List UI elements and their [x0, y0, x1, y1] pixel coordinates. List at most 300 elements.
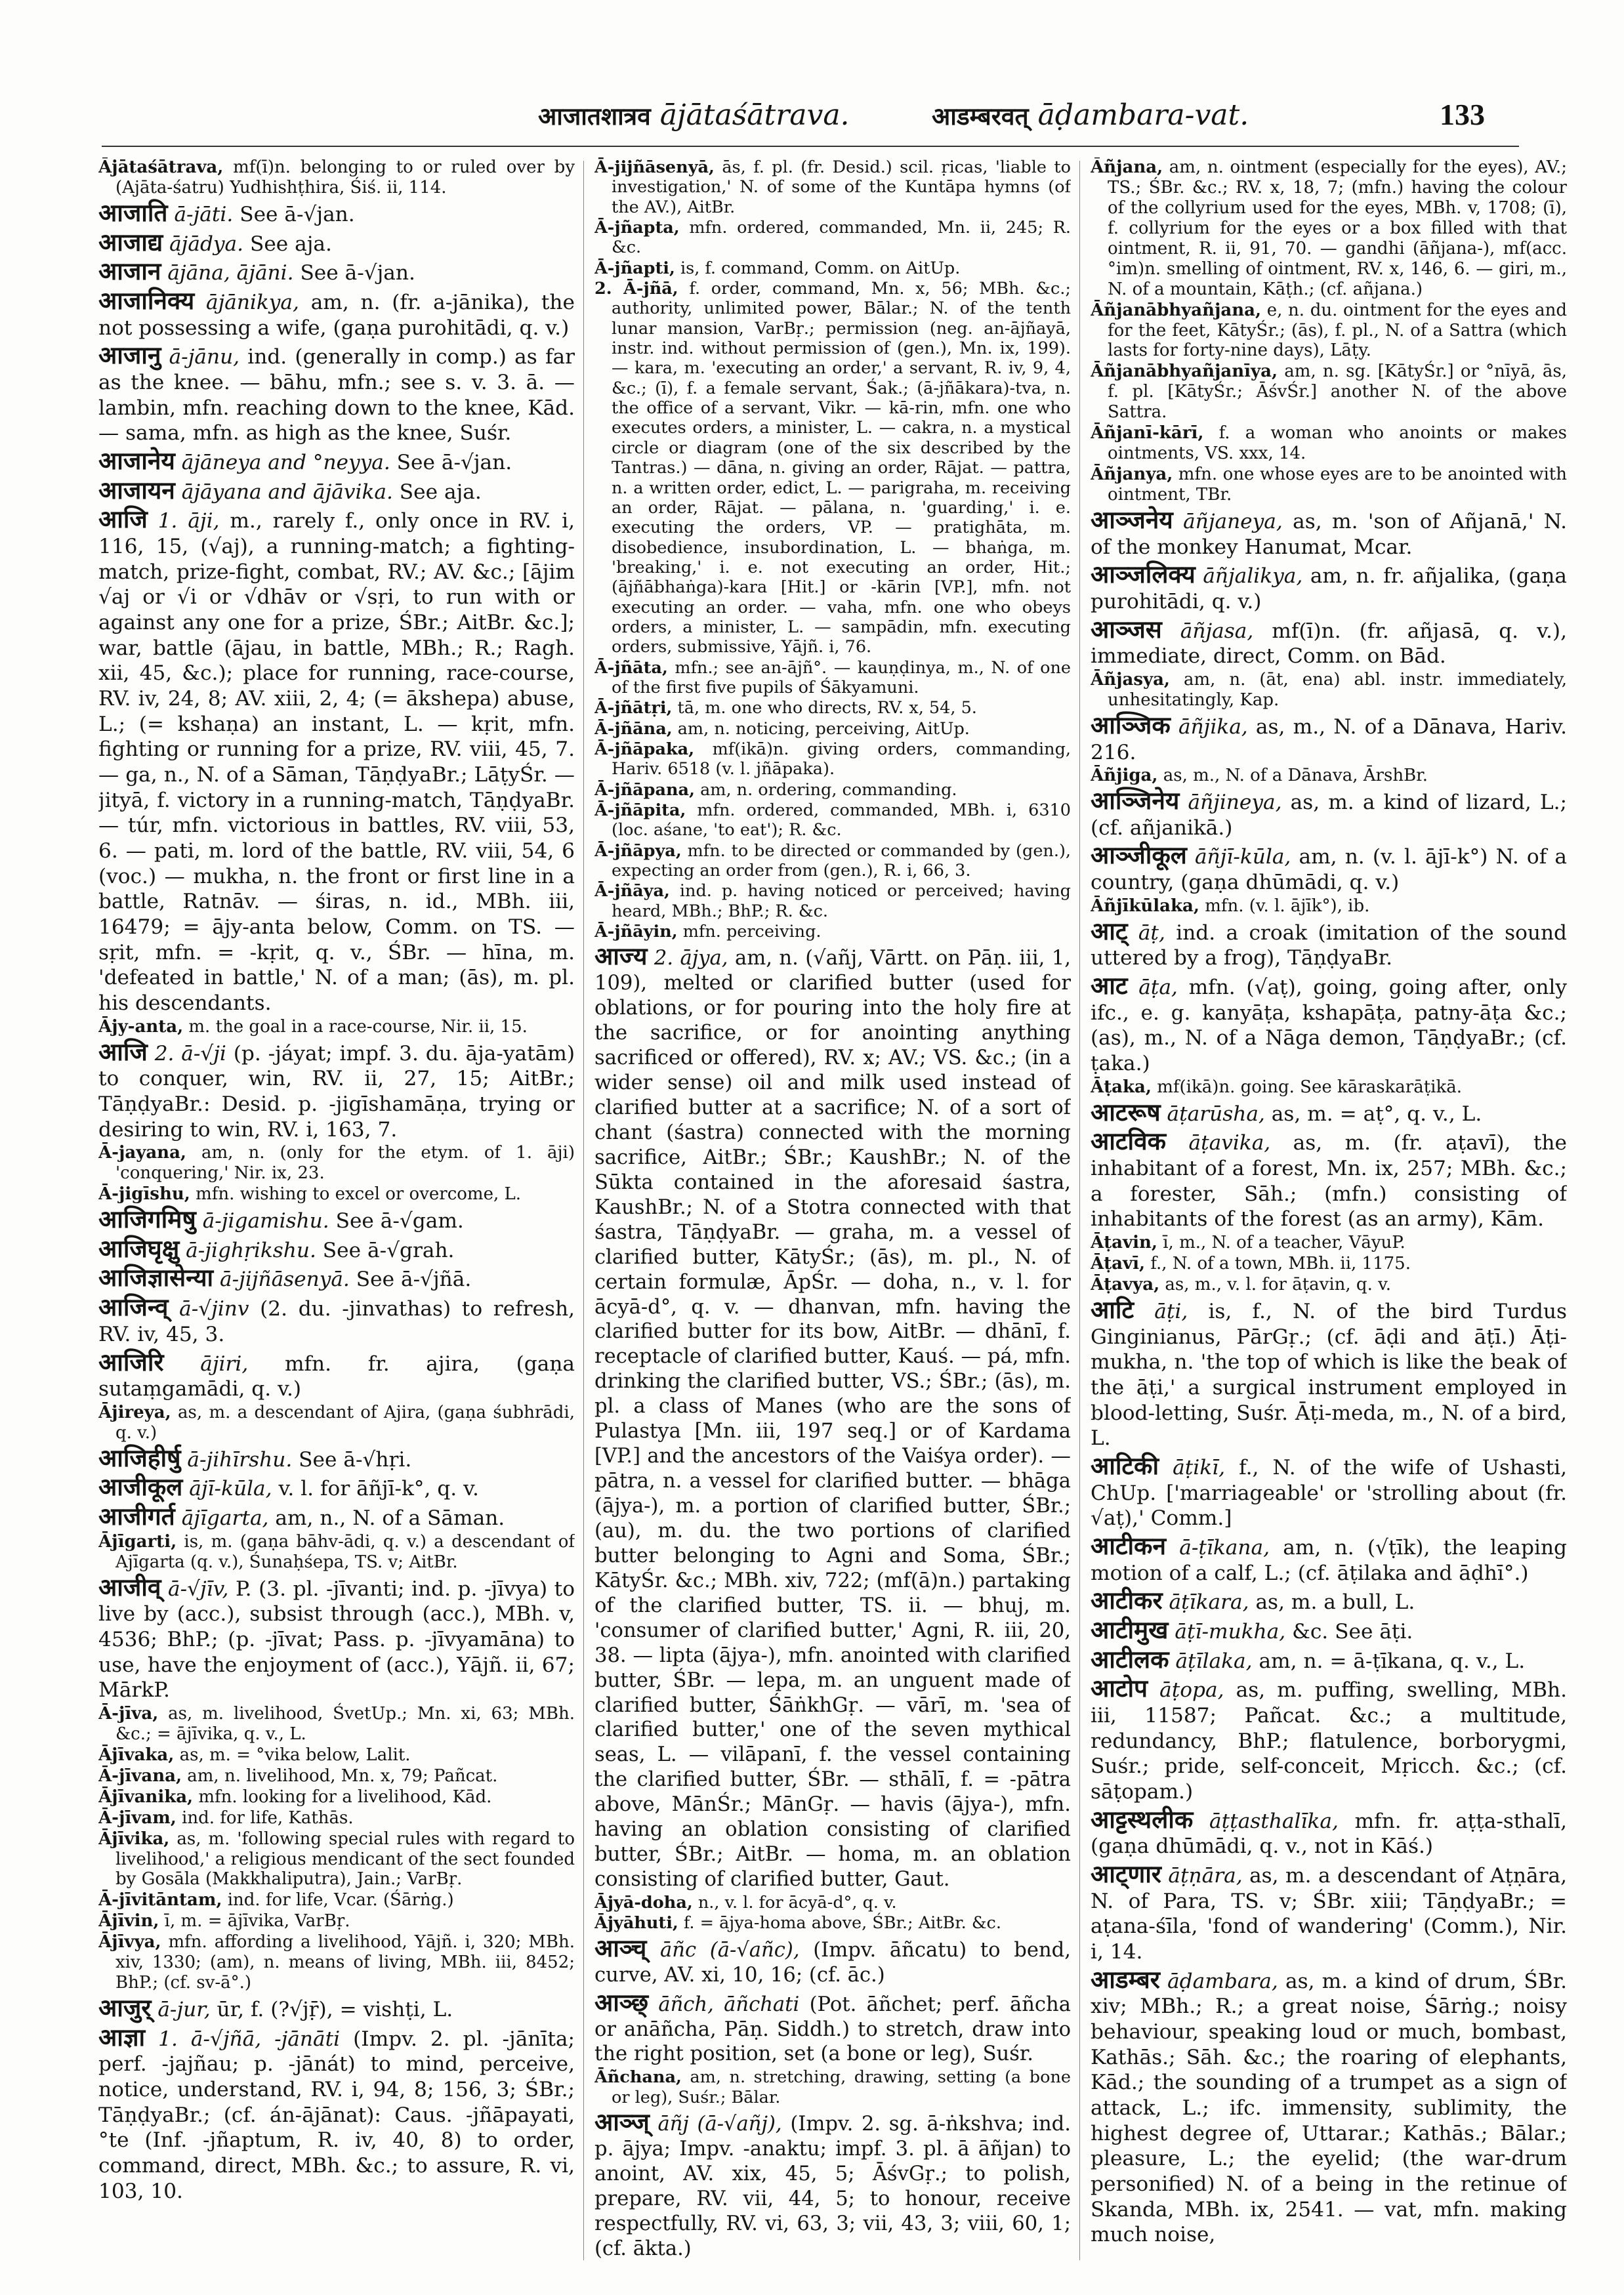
dictionary-entry — [1091, 1647, 1567, 1674]
dictionary-entry — [98, 1787, 575, 1808]
entry-headword: Ā-jñāya, — [594, 881, 670, 901]
dictionary-entry — [594, 1988, 1071, 2067]
entry-headword: Āñjiga, — [1091, 766, 1158, 786]
entry-definition: m. the goal in a race-course, Nir. ii, 15. — [188, 1016, 528, 1037]
entry-headword: āñjika, — [1178, 714, 1248, 739]
entry-devanagari: आजाद्य — [98, 228, 163, 257]
entry-definition: am, n. livelihood, Mn. x, 79; Pañcat. — [187, 1766, 498, 1786]
entry-devanagari: आट — [1091, 972, 1128, 1001]
dictionary-entry — [1091, 157, 1567, 300]
entry-definition: am, n. (√añj, Vārtt. on Pāṇ. iii, 1, 109), melted or clarified butter (used for oblations, or for pouring into the holy fire at the sacrifice, or for anointing anything sacrificed or offered), RV. x; AV.; VS. &c.; (in a wider sense) oil and milk used instead of clarified butter at a sacrifice; N. of a sort of chant (śastra) connected with the morning sacrifice, AitBr.; ŚBr.; KaushBr.; N. of the Sūkta contained in the aforesaid śastra, KaushBr.; N. of a Stotra connected with that śastra, TāṇḍyaBr. — graha, m. a vessel of clarified butter, KātyŚr.; (ās), m. pl., N. of certain formulæ, ĀpŚr. — doha, n., v. l. for ācyā-d°, q. v. — dhanvan, mfn. having the clarified butter for its bow, AitBr. — dhānī, f. receptacle of clarified butter, Kauś. — pá, mfn. drinking the clarified butter, VS.; ŚBr.; (ās), m. pl. a class of Manes (who are the sons of Pulastya [Mn. iii, 197 seq.] or of Kardama [VP.] and the ancestors of the Vaiśya order). — pātra, n. a vessel for clarified butter. — bhāga (ājya-), m. a portion of clarified butter, ŚBr.; (au), m. du. the two portions of clarified butter belonging to Agni and Soma, ŚBr.; KātyŚr. &c.; MBh. xiv, 722; (mf(ā)n.) partaking of the clarified butter, TS. ii. — bhuj, m. 'consumer of clarified butter,' Agni, R. iii, 20, 38. — lipta (ājya-), mfn. anointed with clarified butter, ŚBr. — lepa, m. an unguent made of clarified butter, ŚāṅkhGṛ. — vārī, m. 'sea of clarified butter,' one of the seven mythical seas, L. — vilāpanī, f. the vessel containing the clarified butter, ŚBr. — sthālī, f. = -pātra above, MānŚr.; MānGṛ. — havis (ājya-), mfn. having an oblation consisting of clarified butter, ŚBr.; AitBr. — homa, m. an oblation consisting of clarified butter, Gaut. — [594, 947, 1071, 1892]
entry-headword: Ājy-anta, — [98, 1016, 184, 1037]
entry-definition: mf(ikā)n. going. See kāraskarāṭikā. — [1157, 1077, 1463, 1097]
entry-headword: ā-jigamishu. — [202, 1209, 329, 1233]
entry-definition: (Impv. āñcatu) to bend, curve, AV. xi, 10, 16; (cf. āc.) — [594, 1938, 1071, 1987]
dictionary-entry — [1091, 1965, 1567, 2248]
entry-headword: Ā-jñapti, — [594, 258, 675, 278]
entry-devanagari: आटीमुख — [1091, 1615, 1169, 1644]
entry-devanagari: आटीलक — [1091, 1645, 1169, 1674]
entry-definition: (p. -jáyat; impf. 3. du. āja-yatām) to conquer, win, RV. ii, 27, 15; AitBr.; TāṇḍyaBr.: Desid. p. -jigīshamāṇa, trying or desiring to win, RV. i, 163, 7. — [98, 1041, 575, 1142]
header-left-devanagari: आजातशात्रव — [538, 102, 651, 131]
entry-devanagari: आजिघृक्षु — [98, 1234, 180, 1263]
entry-definition: mf(ī)n. belonging to or ruled over by (Ajāta-śatru) Yudhishṭhira, Śiś. ii, 114. — [115, 157, 575, 197]
entry-definition: (Pot. āñchet; perf. āñcha or anāñcha, Pāṇ. Siddh.) to stretch, draw into the right position, set (a bone or leg), Suśr. — [594, 1993, 1071, 2066]
entry-definition: See ā-√jan. — [300, 261, 415, 285]
dictionary-entry — [1091, 1451, 1567, 1531]
dictionary-entry — [98, 1704, 575, 1745]
dictionary-entry — [98, 2025, 575, 2204]
entry-definition: See ā-√jñā. — [356, 1268, 472, 1292]
dictionary-entry — [594, 157, 1071, 217]
entry-devanagari: आजिगमिषु — [98, 1205, 196, 1234]
entry-headword: Ājīvika, — [98, 1829, 170, 1849]
entry-definition: as, m. a descendant of Ajira, (gaṇa śubhrādi, q. v.) — [115, 1402, 575, 1443]
entry-definition: (2. du. -jinvathas) to refresh, RV. iv, 45, 3. — [98, 1297, 575, 1346]
entry-definition: (Impv. 2. pl. -jānīta; perf. -jajñau; p. -jānát) to mind, perceive, notice, understand, RV. i, 94, 8; 156, 3; ŚBr.; TāṇḍyaBr.; (cf. án-ājānat): Caus. -jñāpayati, °te (Inf. -jñaptum, R. iv, 40, 8) to order, command, direct, MBh. &c.; to assure, R. vi, 103, 10. — [98, 2027, 575, 2203]
entry-definition: am, n. sg. [KātyŚr.] or °nīyā, ās, f. pl. [KātyŚr.; ĀśvŚr.] another N. of the above Sattra. — [1108, 362, 1567, 423]
dictionary-entry — [594, 658, 1071, 698]
entry-headword: Āñjanābhyañjanīya, — [1091, 362, 1278, 382]
dictionary-entry — [98, 1475, 575, 1502]
entry-devanagari: आडम्बर — [1091, 1965, 1160, 1994]
dictionary-entry — [98, 1745, 575, 1766]
dictionary-entry — [1091, 789, 1567, 840]
entry-definition: v. l. for āñjī-k°, q. v. — [278, 1477, 479, 1501]
entry-definition: mfn. wishing to excel or overcome, L. — [196, 1184, 522, 1205]
entry-definition: f., N. of a town, MBh. ii, 1175. — [1150, 1254, 1411, 1274]
entry-definition: e, n. du. ointment for the eyes and for the feet, KātyŚr.; (ās), f. pl., N. of a Sattra (which lasts for forty-nine days), Lāṭy. — [1108, 300, 1567, 361]
column-divider — [1079, 161, 1080, 2260]
dictionary-entry — [594, 800, 1071, 840]
entry-headword: ājāneya and °neyya. — [181, 450, 390, 474]
entry-definition: n., v. l. for ācyā-d°, q. v. — [697, 1893, 897, 1913]
entry-headword: ājāyana and ājāvika. — [181, 480, 393, 504]
column-2 — [594, 157, 1071, 2267]
entry-devanagari: आञ्छ् — [594, 1988, 649, 2017]
entry-headword: ājī-kūla, — [189, 1477, 272, 1501]
entry-headword: Ā-jñapta, — [594, 218, 680, 238]
entry-definition: mfn. affording a livelihood, Yājñ. i, 320; MBh. xiv, 1330; (am), n. means of living, MBh. iii, 8452; BhP.; (cf. sv-ā°.) — [115, 1932, 575, 1993]
entry-headword: ājīgarta, — [181, 1506, 269, 1531]
entry-definition: ind. for life, Kathās. — [182, 1808, 354, 1828]
entry-headword: āñjaneya, — [1183, 509, 1283, 533]
entry-definition: f. order, command, Mn. x, 56; MBh. &c.; authority, unlimited power, Bālar.; N. of the tenth lunar mansion, VarBṛ.; permission (neg. an-ājñayā, instr. ind. without permission of (gen.), Mn. ix, 199). — kara, m. 'executing an order,' a servant, R. iv, 9, 4, &c.; (ī), f. a female servant, Śak.; (ā-jñākara)-tva, n. the office of a servant, Vikr. — kā-rin, mfn. one who executes orders, a minister, L. — cakra, n. a mystical circle or diagram (one of the six described by the Tantras.) — dāna, n. giving an order, Rājat. — pattra, n. a written order, edict, L. — parigraha, m. receiving an order, Rājat. — pālana, n. 'guarding,' i. e. executing the orders, VP. — pratighāta, m. disobedience, insubordination, L. — bhaṅga, m. 'breaking,' i. e. not executing an order, Hit.; (ājñābhaṅga)-kara [Hit.] or -kārin [VP.], mfn. not executing an order. — vaha, mfn. one who obeys orders, a minister, L. — sampādin, mfn. executing orders, submissive, Yājñ. i, 76. — [612, 279, 1071, 657]
entry-headword: Ā-jīvana, — [98, 1766, 182, 1786]
entry-headword: Āñjanābhyañjana, — [1091, 300, 1262, 320]
dictionary-entry — [1091, 843, 1567, 895]
entry-headword: āḍambara, — [1167, 1969, 1278, 1993]
entry-headword: 1. āji, — [157, 509, 220, 533]
entry-definition: am, n., N. of a Sāman. — [275, 1506, 505, 1531]
entry-definition: mfn. (√aṭ), going, going after, only ifc., e. g. kanyāṭa, kshapāṭa, patny-āṭa &c.; (as), m., N. of a Nāga demon, TāṇḍyaBr.; (cf. ṭaka.) — [1091, 976, 1567, 1076]
entry-headword: Ājīvya, — [98, 1932, 161, 1953]
dictionary-entry — [1091, 1615, 1567, 1645]
dictionary-entry — [1091, 974, 1567, 1077]
entry-headword: Ājīgarti, — [98, 1531, 177, 1552]
entry-definition: as, m. livelihood, ŚvetUp.; Mn. xi, 63; MBh. &c.; = ājīvika, q. v., L. — [115, 1703, 575, 1744]
entry-headword: āñc (ā-√añc), — [660, 1938, 800, 1962]
entry-headword: Ājātaśātrava, — [98, 157, 224, 177]
dictionary-entry — [1091, 766, 1567, 786]
dictionary-entry — [1091, 300, 1567, 362]
entry-definition: f., N. of the wife of Ushasti, ChUp. ['marriageable' or 'strolling about (fr. √aṭ),' Comm.] — [1091, 1455, 1567, 1531]
entry-headword: ājādya. — [169, 232, 244, 256]
entry-headword: ā-jur, — [157, 1998, 211, 2022]
dictionary-entry — [594, 719, 1071, 739]
entry-definition: m., rarely f., only once in RV. i, 116, 15, (√aj), a running-match; a fighting-match, prize-fight, combat, RV.; AV. &c.; [ājim √aj or √i or √dhāv or √sṛi, to run with or against any one for a prize, ŚBr.; AitBr. &c.]; war, battle (ājau, in battle, MBh.; R.; Ragh. xii, 45, &c.); place for running, race-course, RV. iv, 24, 8; AV. xiii, 2, 4; (= ākshepa) abuse, L.; (= kshaṇa) an instant, L. — kṛit, mfn. fighting or running for a prize, RV. viii, 45, 7. — ga, n., N. of a Sāman, TāṇḍyaBr.; LāṭyŚr. — jityā, f. victory in a running-match, TāṇḍyaBr. — túr, mfn. victorious in battles, RV. viii, 53, 6. — pati, m. lord of the battle, RV. viii, 54, 6 (voc.) — mukha, n. the front or first line in a battle, Ratnāv. — śiras, n. id., MBh. iii, 16479; = ājy-anta below, Comm. on TS. — sṛit, mfn. = -kṛit, q. v., ŚBr. — hīna, m. 'defeated in battle,' N. of a man; (ās), m. pl. his descendants. — [98, 509, 575, 1016]
entry-headword: Āṭavya, — [1091, 1274, 1160, 1294]
entry-definition: mfn. ordered, commanded, MBh. i, 6310 (loc. aśane, 'to eat'); R. &c. — [612, 800, 1071, 840]
entry-devanagari: आजिन्व् — [98, 1293, 169, 1322]
dictionary-entry — [98, 1443, 575, 1473]
entry-headword: Ā-jñāna, — [594, 718, 673, 739]
entry-definition: See ā-√gam. — [335, 1209, 464, 1233]
entry-headword: 2. ājya, — [654, 947, 728, 970]
dictionary-entry — [1091, 1531, 1567, 1586]
entry-headword: Ā-jñāpita, — [594, 800, 686, 820]
dictionary-entry — [1091, 505, 1567, 560]
entry-headword: Āñjīkūlaka, — [1091, 896, 1199, 916]
entry-definition: as, m. a descendant of Aṭṇāra, N. of Para, TS. v; ŚBr. xiii; TāṇḍyaBr.; = aṭana-śīla, 'fond of wandering' (Comm.), Nir. i, 14. — [1091, 1864, 1567, 1964]
entry-definition: f. a woman who anoints or makes ointments, VS. xxx, 14. — [1108, 423, 1567, 464]
dictionary-entry — [98, 1184, 575, 1205]
entry-headword: Āṭavī, — [1091, 1254, 1146, 1274]
entry-definition: ind. (generally in comp.) as far as the knee. — bāhu, mfn.; see s. v. 3. ā. — lambin, mfn. reaching down to the knee, Kād. — sama, mfn. as high as the knee, Suśr. — [98, 345, 575, 445]
entry-headword: Ā-jñāta, — [594, 657, 668, 678]
dictionary-entry — [98, 1911, 575, 1932]
entry-definition: mfn. (v. l. ājīk°), ib. — [1205, 896, 1370, 916]
entry-headword: 2. ā-√ji — [154, 1041, 226, 1065]
entry-headword: Ā-jñātṛi, — [594, 698, 673, 718]
entry-definition: &c. See āṭi. — [1292, 1619, 1413, 1644]
entry-headword: Āṭavin, — [1091, 1233, 1157, 1253]
dictionary-entry — [98, 286, 575, 341]
entry-definition: mfn. ordered, commanded, Mn. ii, 245; R. &c. — [612, 218, 1071, 258]
entry-headword: āṭṭasthalīka, — [1209, 1809, 1339, 1833]
dictionary-entry — [1091, 896, 1567, 917]
entry-headword: ājānikya, — [205, 290, 299, 314]
entry-devanagari: आज्ञा — [98, 2023, 146, 2052]
entry-devanagari: आञ्जीकूल — [1091, 841, 1187, 870]
dictionary-entry — [98, 1207, 575, 1234]
entry-headword: Ā-jīvam, — [98, 1808, 177, 1828]
entry-devanagari: आजानेय — [98, 446, 175, 475]
entry-definition: is, f. command, Comm. on AitUp. — [680, 258, 961, 278]
entry-definition: as, m. = °vika below, Lalit. — [179, 1745, 411, 1765]
dictionary-entry — [98, 1575, 575, 1703]
entry-definition: as, m. a bull, L. — [1255, 1590, 1415, 1615]
entry-devanagari: आजिरि — [98, 1348, 164, 1376]
entry-devanagari: आञ्जलिक्य — [1091, 560, 1196, 589]
entry-devanagari: आट्टस्थलीक — [1091, 1805, 1194, 1834]
dictionary-entry — [594, 1913, 1071, 1933]
dictionary-entry — [594, 1893, 1071, 1912]
dictionary-entry — [98, 157, 575, 198]
entry-headword: āñjasa, — [1180, 619, 1254, 643]
dictionary-entry — [1091, 919, 1567, 971]
header-rule — [102, 146, 1519, 147]
entry-headword: Ā-jijñāsenyā, — [594, 157, 715, 177]
entry-headword: Ā-jigīshu, — [98, 1184, 190, 1205]
entry-devanagari: आट्णार — [1091, 1860, 1161, 1888]
entry-devanagari: आजीव् — [98, 1573, 161, 1602]
entry-definition: as, m. a kind of drum, ŚBr. xiv; MBh.; R.; a great noise, Śārṅg.; noisy behaviour, speaking loud or much, bombast, Kathās.; Sāh. &c.; the roaring of elephants, Kād.; the sounding of a trumpet as a sign of attack, L.; ifc. immensity, sublimity, the highest degree of, Uttarar.; Kathās.; Bālar.; pleasure, L.; the eyelid; (the war-drum personified) N. of a being in the retinue of Skanda, MBh. ix, 2541. — vat, mfn. making much noise, — [1091, 1969, 1567, 2247]
dictionary-entry — [1091, 1588, 1567, 1615]
entry-devanagari: आञ्जिक — [1091, 711, 1171, 739]
entry-devanagari: आञ्ज् — [594, 2108, 650, 2137]
dictionary-entry — [1091, 1676, 1567, 1804]
entry-definition: am, n. (only for the etym. of 1. āji) 'conquering,' Nir. ix, 23. — [115, 1143, 575, 1184]
entry-headword: 2. Ā-jñā, — [594, 279, 678, 299]
entry-headword: ājiri, — [200, 1352, 249, 1376]
entry-devanagari: आटरूष — [1091, 1098, 1161, 1127]
dictionary-entry — [98, 478, 575, 505]
entry-definition: am, n. ointment (especially for the eyes), AV.; TS.; ŚBr. &c.; RV. x, 18, 7; (mfn.) having the colour of the collyrium used for the eyes, MBh. v, 1708; (ī), f. collyrium for the eyes or a box filled with that ointment, R. ii, 91, 70. — gandhi (āñjana-), mf(acc. °im)n. smelling of ointment, RV. x, 146, 6. — giri, m., N. of a mountain, Kāṭh.; (cf. añjana.) — [1108, 157, 1567, 299]
entry-definition: is, m. (gaṇa bāhv-ādi, q. v.) a descendant of Ajīgarta (q. v.), Śunaḥśepa, TS. v; AitBr. — [115, 1531, 575, 1572]
entry-headword: ā-jānu, — [169, 345, 240, 369]
entry-headword: Ā-jñāyin, — [594, 922, 678, 942]
entry-headword: Ājīvaka, — [98, 1745, 175, 1765]
entry-headword: Āñchana, — [594, 2067, 682, 2088]
entry-devanagari: आजानु — [98, 341, 161, 370]
dictionary-entry — [98, 1890, 575, 1911]
entry-headword: āṭīlaka, — [1175, 1649, 1253, 1673]
entry-definition: mfn. fr. ajira, (gaṇa sutaṃgamādi, q. v.) — [98, 1352, 575, 1401]
entry-definition: as, m., N. of a Dānava, Hariv. 216. — [1091, 714, 1567, 764]
entry-definition: tā, m. one who directs, RV. x, 54, 5. — [677, 698, 977, 718]
entry-headword: āṭa, — [1138, 976, 1178, 1000]
entry-definition: am, n. ordering, commanding. — [700, 779, 957, 800]
dictionary-entry — [594, 1933, 1071, 1988]
entry-headword: Ājīvanika, — [98, 1787, 194, 1807]
entry-definition: as, m. 'following special rules with regard to livelihood,' a religious mendicant of the sect founded by Gosāla (Makkhaliputra), Jain.; VarBṛ. — [115, 1829, 575, 1890]
entry-headword: āñj (ā-√añj), — [657, 2113, 782, 2136]
dictionary-entry — [98, 1143, 575, 1184]
entry-devanagari: आजान — [98, 257, 161, 286]
entry-headword: ā-√jīv, — [167, 1577, 229, 1601]
entry-devanagari: आटोप — [1091, 1674, 1148, 1703]
dictionary-entry — [594, 922, 1071, 941]
dictionary-entry — [1091, 1233, 1567, 1253]
entry-devanagari: आजाति — [98, 198, 168, 227]
entry-definition: See aja. — [249, 232, 332, 256]
entry-headword: Ā-jñāpya, — [594, 840, 682, 861]
entry-headword: Āñjasya, — [1091, 669, 1170, 690]
entry-headword: ā-ṭīkana, — [1179, 1535, 1270, 1560]
dictionary-entry — [98, 198, 575, 228]
entry-headword: Ā-jīvitāntam, — [98, 1890, 222, 1911]
dictionary-entry — [594, 739, 1071, 779]
dictionary-entry — [98, 1017, 575, 1037]
entry-definition: mf(ī)n. (fr. añjasā, q. v.), immediate, direct, Comm. on Bād. — [1091, 619, 1567, 669]
entry-definition: ind. p. having noticed or perceived; having heard, MBh.; BhP.; R. &c. — [612, 881, 1071, 921]
dictionary-entry — [1091, 1254, 1567, 1274]
dictionary-entry — [98, 1932, 575, 1993]
dictionary-entry — [1091, 670, 1567, 711]
entry-definition: mfn. one whose eyes are to be anointed with ointment, TBr. — [1108, 465, 1567, 505]
entry-headword: Ā-jñāpaka, — [594, 739, 695, 759]
entry-headword: āṭīkara, — [1169, 1590, 1249, 1615]
dictionary-entry — [98, 230, 575, 257]
dictionary-entry — [98, 1266, 575, 1292]
dictionary-entry — [1091, 562, 1567, 614]
entry-definition: See aja. — [399, 480, 482, 504]
entry-definition: P. (3. pl. -jīvanti; ind. p. -jīvya) to live by (acc.), subsist through (acc.), MBh. v, 4536; BhP.; (p. -jīvat; Pass. p. -jīvyamāna) to use, have the enjoyment of (acc.), Yājñ. ii, 67; MārkP. — [98, 1577, 575, 1703]
dictionary-entry — [98, 1350, 575, 1402]
column-3 — [1091, 157, 1567, 2267]
entry-definition: as, m. puffing, swelling, MBh. iii, 11587; Pañcat. &c.; a multitude, redundancy, BhP.; flatulence, borborygmi, Suśr.; pride, self-conceit, Mṛicch. &c.; (cf. sāṭopam.) — [1091, 1678, 1567, 1804]
dictionary-entry — [1091, 1295, 1567, 1451]
entry-devanagari: आटिकी — [1091, 1451, 1159, 1480]
entry-headword: āṭavika, — [1188, 1131, 1271, 1155]
dictionary-entry — [1091, 713, 1567, 765]
entry-headword: āṭ, — [1138, 920, 1165, 945]
entry-definition: am, n. = ā-ṭīkana, q. v., L. — [1259, 1649, 1526, 1673]
entry-definition: am, n. (āt, ena) abl. instr. immediately, unhesitatingly, Kap. — [1108, 669, 1567, 710]
entry-headword: āṭi, — [1154, 1299, 1188, 1323]
entry-definition: as, m. a kind of lizard, L.; (cf. añjanikā.) — [1091, 791, 1567, 840]
dictionary-entry — [594, 698, 1071, 718]
entry-definition: am, n. (fr. a-jānika), the not possessing a wife, (gaṇa purohitādi, q. v.) — [98, 290, 575, 340]
dictionary-entry — [98, 259, 575, 286]
entry-devanagari: आटि — [1091, 1295, 1135, 1324]
entry-definition: mfn. looking for a livelihood, Kād. — [198, 1787, 492, 1807]
dictionary-entry — [594, 218, 1071, 258]
entry-headword: 1. ā-√jñā, -jānāti — [158, 2027, 341, 2051]
header-left — [538, 98, 850, 132]
entry-headword: Ā-jīva, — [98, 1703, 159, 1724]
page-number: 133 — [1440, 98, 1485, 131]
entry-headword: āṭī-mukha, — [1175, 1619, 1286, 1644]
dictionary-entry — [1091, 1805, 1567, 1859]
entry-headword: Āṭaka, — [1091, 1077, 1152, 1097]
entry-devanagari: आञ्जनेय — [1091, 505, 1173, 534]
entry-devanagari: आजानिक्य — [98, 286, 195, 315]
entry-definition: am, n. noticing, perceiving, AitUp. — [677, 718, 970, 739]
entry-definition: ī, m. = ājīvika, VarBṛ. — [164, 1911, 350, 1932]
dictionary-entry — [98, 1037, 575, 1143]
dictionary-entry — [594, 279, 1071, 657]
entry-definition: am, n. (√ṭīk), the leaping motion of a calf, L.; (cf. āṭilaka and āḍhī°.) — [1091, 1535, 1567, 1585]
entry-devanagari: आजीकूल — [98, 1473, 183, 1502]
entry-definition: f. = ājya-homa above, ŚBr.; AitBr. &c. — [683, 1913, 1001, 1933]
entry-definition: as, m., N. of a Dānava, ĀrshBr. — [1163, 766, 1428, 786]
entry-definition: ī, m., N. of a teacher, VāyuP. — [1163, 1233, 1405, 1253]
entry-definition: as, m. = aṭ°, q. v., L. — [1271, 1102, 1482, 1126]
entry-devanagari: आजीगर्त — [98, 1502, 175, 1531]
dictionary-entry — [98, 1234, 575, 1264]
dictionary-entry — [1091, 617, 1567, 669]
entry-definition: See ā-√jan. — [239, 202, 355, 226]
entry-definition: See ā-√hṛi. — [299, 1447, 412, 1472]
dictionary-entry — [98, 343, 575, 446]
entry-devanagari: आटीकर — [1091, 1586, 1163, 1615]
entry-headword: āṭarūsha, — [1167, 1102, 1265, 1126]
entry-devanagari: आजुर् — [98, 1994, 152, 2023]
dictionary-entry — [594, 780, 1071, 800]
dictionary-entry — [1091, 1862, 1567, 1965]
entry-headword: Ājireya, — [98, 1402, 171, 1422]
entry-headword: ā-√jinv — [179, 1297, 249, 1321]
header-right — [932, 98, 1249, 132]
dictionary-entry — [98, 1996, 575, 2023]
dictionary-entry — [98, 1403, 575, 1443]
entry-headword: āñjī-kūla, — [1195, 845, 1291, 869]
column-divider — [583, 161, 584, 2260]
entry-devanagari: आञ्च् — [594, 1933, 647, 1962]
dictionary-entry — [1091, 1275, 1567, 1295]
entry-headword: ā-jighṛikshu. — [186, 1238, 316, 1262]
entry-headword: ā-jijñāsenyā. — [220, 1268, 350, 1292]
dictionary-entry — [594, 2067, 1071, 2107]
dictionary-entry — [1091, 362, 1567, 423]
entry-definition: See ā-√grah. — [322, 1238, 455, 1262]
dictionary-entry — [98, 1829, 575, 1890]
header-right-devanagari: आडम्बरवत् — [932, 102, 1029, 131]
dictionary-entry — [594, 258, 1071, 278]
entry-definition: am, n. stretching, drawing, setting (a bone or leg), Suśr.; Bālar. — [612, 2067, 1071, 2107]
entry-devanagari: आञ्जस — [1091, 615, 1162, 644]
entry-headword: āṭṇāra, — [1168, 1864, 1243, 1888]
entry-headword: Āñjanya, — [1091, 465, 1173, 485]
entry-definition: mfn. perceiving. — [682, 922, 822, 942]
dictionary-entry — [98, 1766, 575, 1787]
header-left-roman: ājātaśātrava. — [659, 98, 850, 132]
entry-definition: ind. a croak (imitation of the sound uttered by a frog), TāṇḍyaBr. — [1091, 920, 1567, 970]
dictionary-entry — [594, 881, 1071, 921]
dictionary-entry — [1091, 1129, 1567, 1232]
dictionary-entry — [98, 1295, 575, 1347]
entry-definition: ind. for life, Vcar. (Śārṅg.) — [227, 1890, 454, 1911]
entry-headword: Āñjanī-kārī, — [1091, 423, 1204, 444]
dictionary-entry — [1091, 423, 1567, 464]
entry-definition: ūr, f. (?√jṝ), = vishṭi, L. — [217, 1998, 453, 2022]
entry-headword: Ājyā-doha, — [594, 1893, 693, 1913]
entry-devanagari: आजि — [98, 1037, 148, 1066]
dictionary-entry — [98, 446, 575, 476]
dictionary-entry — [98, 1808, 575, 1829]
entry-headword: āñch, āñchati — [658, 1993, 800, 2016]
entry-headword: āñjalikya, — [1203, 564, 1303, 589]
dictionary-entry — [98, 507, 575, 1016]
entry-devanagari: आटीकन — [1091, 1531, 1166, 1560]
entry-headword: Ājyāhuti, — [594, 1913, 678, 1933]
header-right-roman: āḍambara-vat. — [1037, 98, 1249, 132]
dictionary-entry — [594, 944, 1071, 1892]
entry-headword: āṭikī, — [1173, 1455, 1226, 1479]
entry-devanagari: आजिहीर्षु — [98, 1443, 181, 1472]
dictionary-entry — [1091, 1100, 1567, 1127]
entry-headword: ā-jāti. — [174, 202, 234, 226]
entry-definition: am, n. fr. añjalika, (gaṇa purohitādi, q. v.) — [1091, 564, 1567, 613]
entry-definition: as, m. 'son of Añjanā,' N. of the monkey Hanumat, Mcar. — [1091, 509, 1567, 559]
dictionary-entry — [594, 841, 1071, 881]
dictionary-entry — [1091, 465, 1567, 505]
entry-definition: mf(ikā)n. giving orders, commanding, Hariv. 6518 (v. l. jñāpaka). — [612, 739, 1071, 779]
entry-devanagari: आटविक — [1091, 1127, 1167, 1156]
entry-headword: Āñjana, — [1091, 157, 1163, 177]
entry-devanagari: आट् — [1091, 917, 1128, 945]
entry-definition: mfn.; see an-ājñ°. — kauṇḍinya, m., N. of one of the first five pupils of Śākyamuni. — [612, 657, 1071, 697]
dictionary-entry — [1091, 1077, 1567, 1098]
entry-definition: am, n. (v. l. ājī-k°) N. of a country, (gaṇa dhūmādi, q. v.) — [1091, 845, 1567, 895]
entry-devanagari: आजिज्ञासेन्या — [98, 1264, 214, 1292]
entry-headword: ājāna, ājāni. — [167, 261, 294, 285]
entry-definition: as, m. (fr. aṭavī), the inhabitant of a forest, Mn. ix, 257; MBh. &c.; a forester, Sāh.; (mfn.) consisting of inhabitants of the forest (as an army), Kām. — [1091, 1131, 1567, 1231]
entry-devanagari: आजायन — [98, 476, 175, 505]
dictionary-entry — [98, 1504, 575, 1531]
entry-devanagari: आजि — [98, 505, 148, 534]
